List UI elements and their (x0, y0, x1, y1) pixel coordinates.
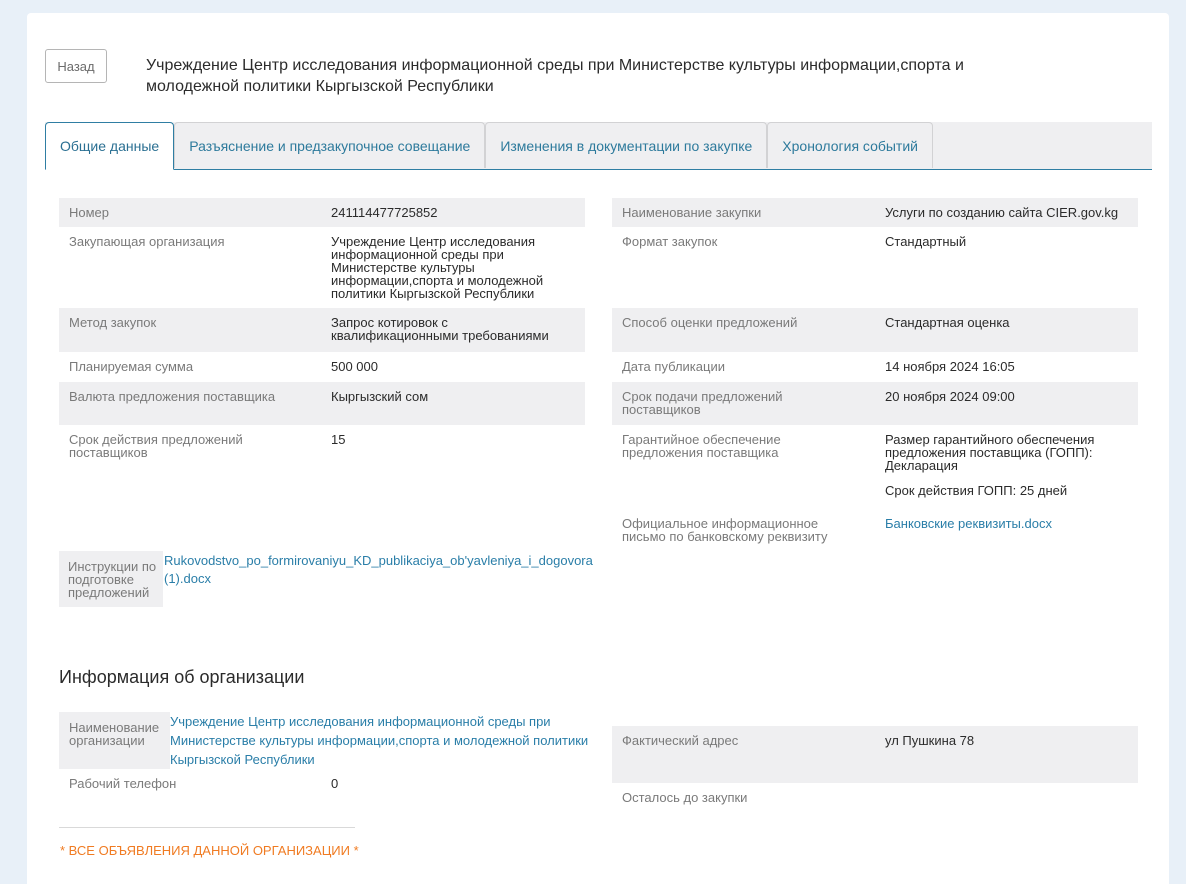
field-value: Услуги по созданию сайта CIER.gov.kg (885, 205, 1119, 220)
org-section-title: Информация об организации (59, 667, 305, 687)
org-name-link[interactable]: Учреждение Центр исследования информационной среды при Министерстве культуры информации,спорта и молодежной политики Кыргызской Республики (170, 714, 589, 767)
field-bank-letter (612, 509, 1138, 549)
all-org-ads-link[interactable]: * ВСЕ ОБЪЯВЛЕНИЯ ДАННОЙ ОРГАНИЗАЦИИ * (60, 843, 359, 858)
back-button[interactable]: Назад (45, 49, 107, 83)
tab-event-history[interactable]: Хронология событий (767, 122, 933, 168)
field-value-validity: Срок действия ГОПП: 25 дней (885, 483, 1068, 498)
field-value: Стандартный (885, 234, 967, 249)
field-phone (59, 769, 599, 791)
field-publication-date (612, 352, 1138, 382)
general-right-column (612, 198, 1138, 549)
main-card (27, 13, 1169, 884)
field-label: Планируемая сумма (69, 359, 194, 374)
field-label: Валюта предложения поставщика (69, 389, 276, 404)
instructions-file-link[interactable]: Rukovodstvo_po_formirovaniyu_KD_publikaciya_ob'yavleniya_i_dogovora (1).docx (164, 553, 593, 586)
field-procuring-org (59, 227, 585, 308)
field-label: Срок действия предложений поставщиков (69, 432, 243, 460)
field-remaining (612, 783, 1138, 813)
field-label: Рабочий телефон (69, 776, 177, 791)
field-value: 14 ноября 2024 16:05 (885, 359, 1015, 374)
tab-clarification[interactable]: Разъяснение и предзакупочное совещание (174, 122, 485, 168)
field-label: Метод закупок (69, 315, 157, 330)
field-value: Кыргызский сом (331, 389, 429, 404)
field-label: Официальное информационное письмо по банковскому реквизиту (622, 516, 828, 544)
field-label: Способ оценки предложений (622, 315, 798, 330)
field-value: ул Пушкина 78 (885, 733, 975, 748)
field-label: Номер (69, 205, 110, 220)
field-value: 15 (331, 432, 346, 447)
field-label: Осталось до закупки (622, 790, 748, 805)
field-currency (59, 382, 585, 425)
field-org-name (59, 712, 599, 769)
divider (59, 827, 355, 828)
field-label: Фактический адрес (622, 733, 739, 748)
field-label: Дата публикации (622, 359, 725, 374)
field-method (59, 308, 585, 352)
field-value: Размер гарантийного обеспечения предложения поставщика (ГОПП): Декларация (885, 432, 1095, 473)
field-number (59, 198, 585, 227)
field-label: Наименование организации (59, 712, 170, 769)
tab-general-data[interactable]: Общие данные (45, 122, 174, 170)
org-right-column (612, 726, 1138, 813)
field-instructions (59, 551, 604, 607)
field-label: Инструкции по подготовке предложений (59, 551, 163, 607)
page-title: Учреждение Центр исследования информационной среды при Министерстве культуры информации,спорта и молодежной политики Кыргызской Республики (146, 57, 964, 95)
field-value: 20 ноября 2024 09:00 (885, 389, 1015, 404)
field-evaluation (612, 308, 1138, 352)
bank-details-link[interactable]: Банковские реквизиты.docx (885, 516, 1052, 531)
org-left-column (59, 712, 599, 791)
field-format (612, 227, 1138, 308)
field-validity (59, 425, 585, 465)
general-left-column (59, 198, 585, 465)
field-label: Срок подачи предложений поставщиков (622, 389, 783, 417)
field-value: Стандартная оценка (885, 315, 1010, 330)
field-value: Запрос котировок с квалификационными требованиями (331, 315, 549, 343)
field-value: 0 (331, 776, 339, 791)
field-deadline (612, 382, 1138, 425)
field-label: Наименование закупки (622, 205, 762, 220)
field-label: Гарантийное обеспечение предложения поставщика (622, 432, 781, 460)
tab-bar (45, 122, 1152, 170)
field-planned-amount (59, 352, 585, 382)
field-value: Учреждение Центр исследования информационной среды при Министерстве культуры информации,спорта и молодежной политики Кыргызской Республики (331, 234, 544, 301)
field-procurement-name (612, 198, 1138, 227)
field-label: Формат закупок (622, 234, 718, 249)
field-value: 500 000 (331, 359, 378, 374)
field-value: 241114477725852 (331, 205, 438, 220)
field-guarantee (612, 425, 1138, 509)
field-label: Закупающая организация (69, 234, 225, 249)
field-address (612, 726, 1138, 783)
tab-documentation-changes[interactable]: Изменения в документации по закупке (485, 122, 767, 168)
